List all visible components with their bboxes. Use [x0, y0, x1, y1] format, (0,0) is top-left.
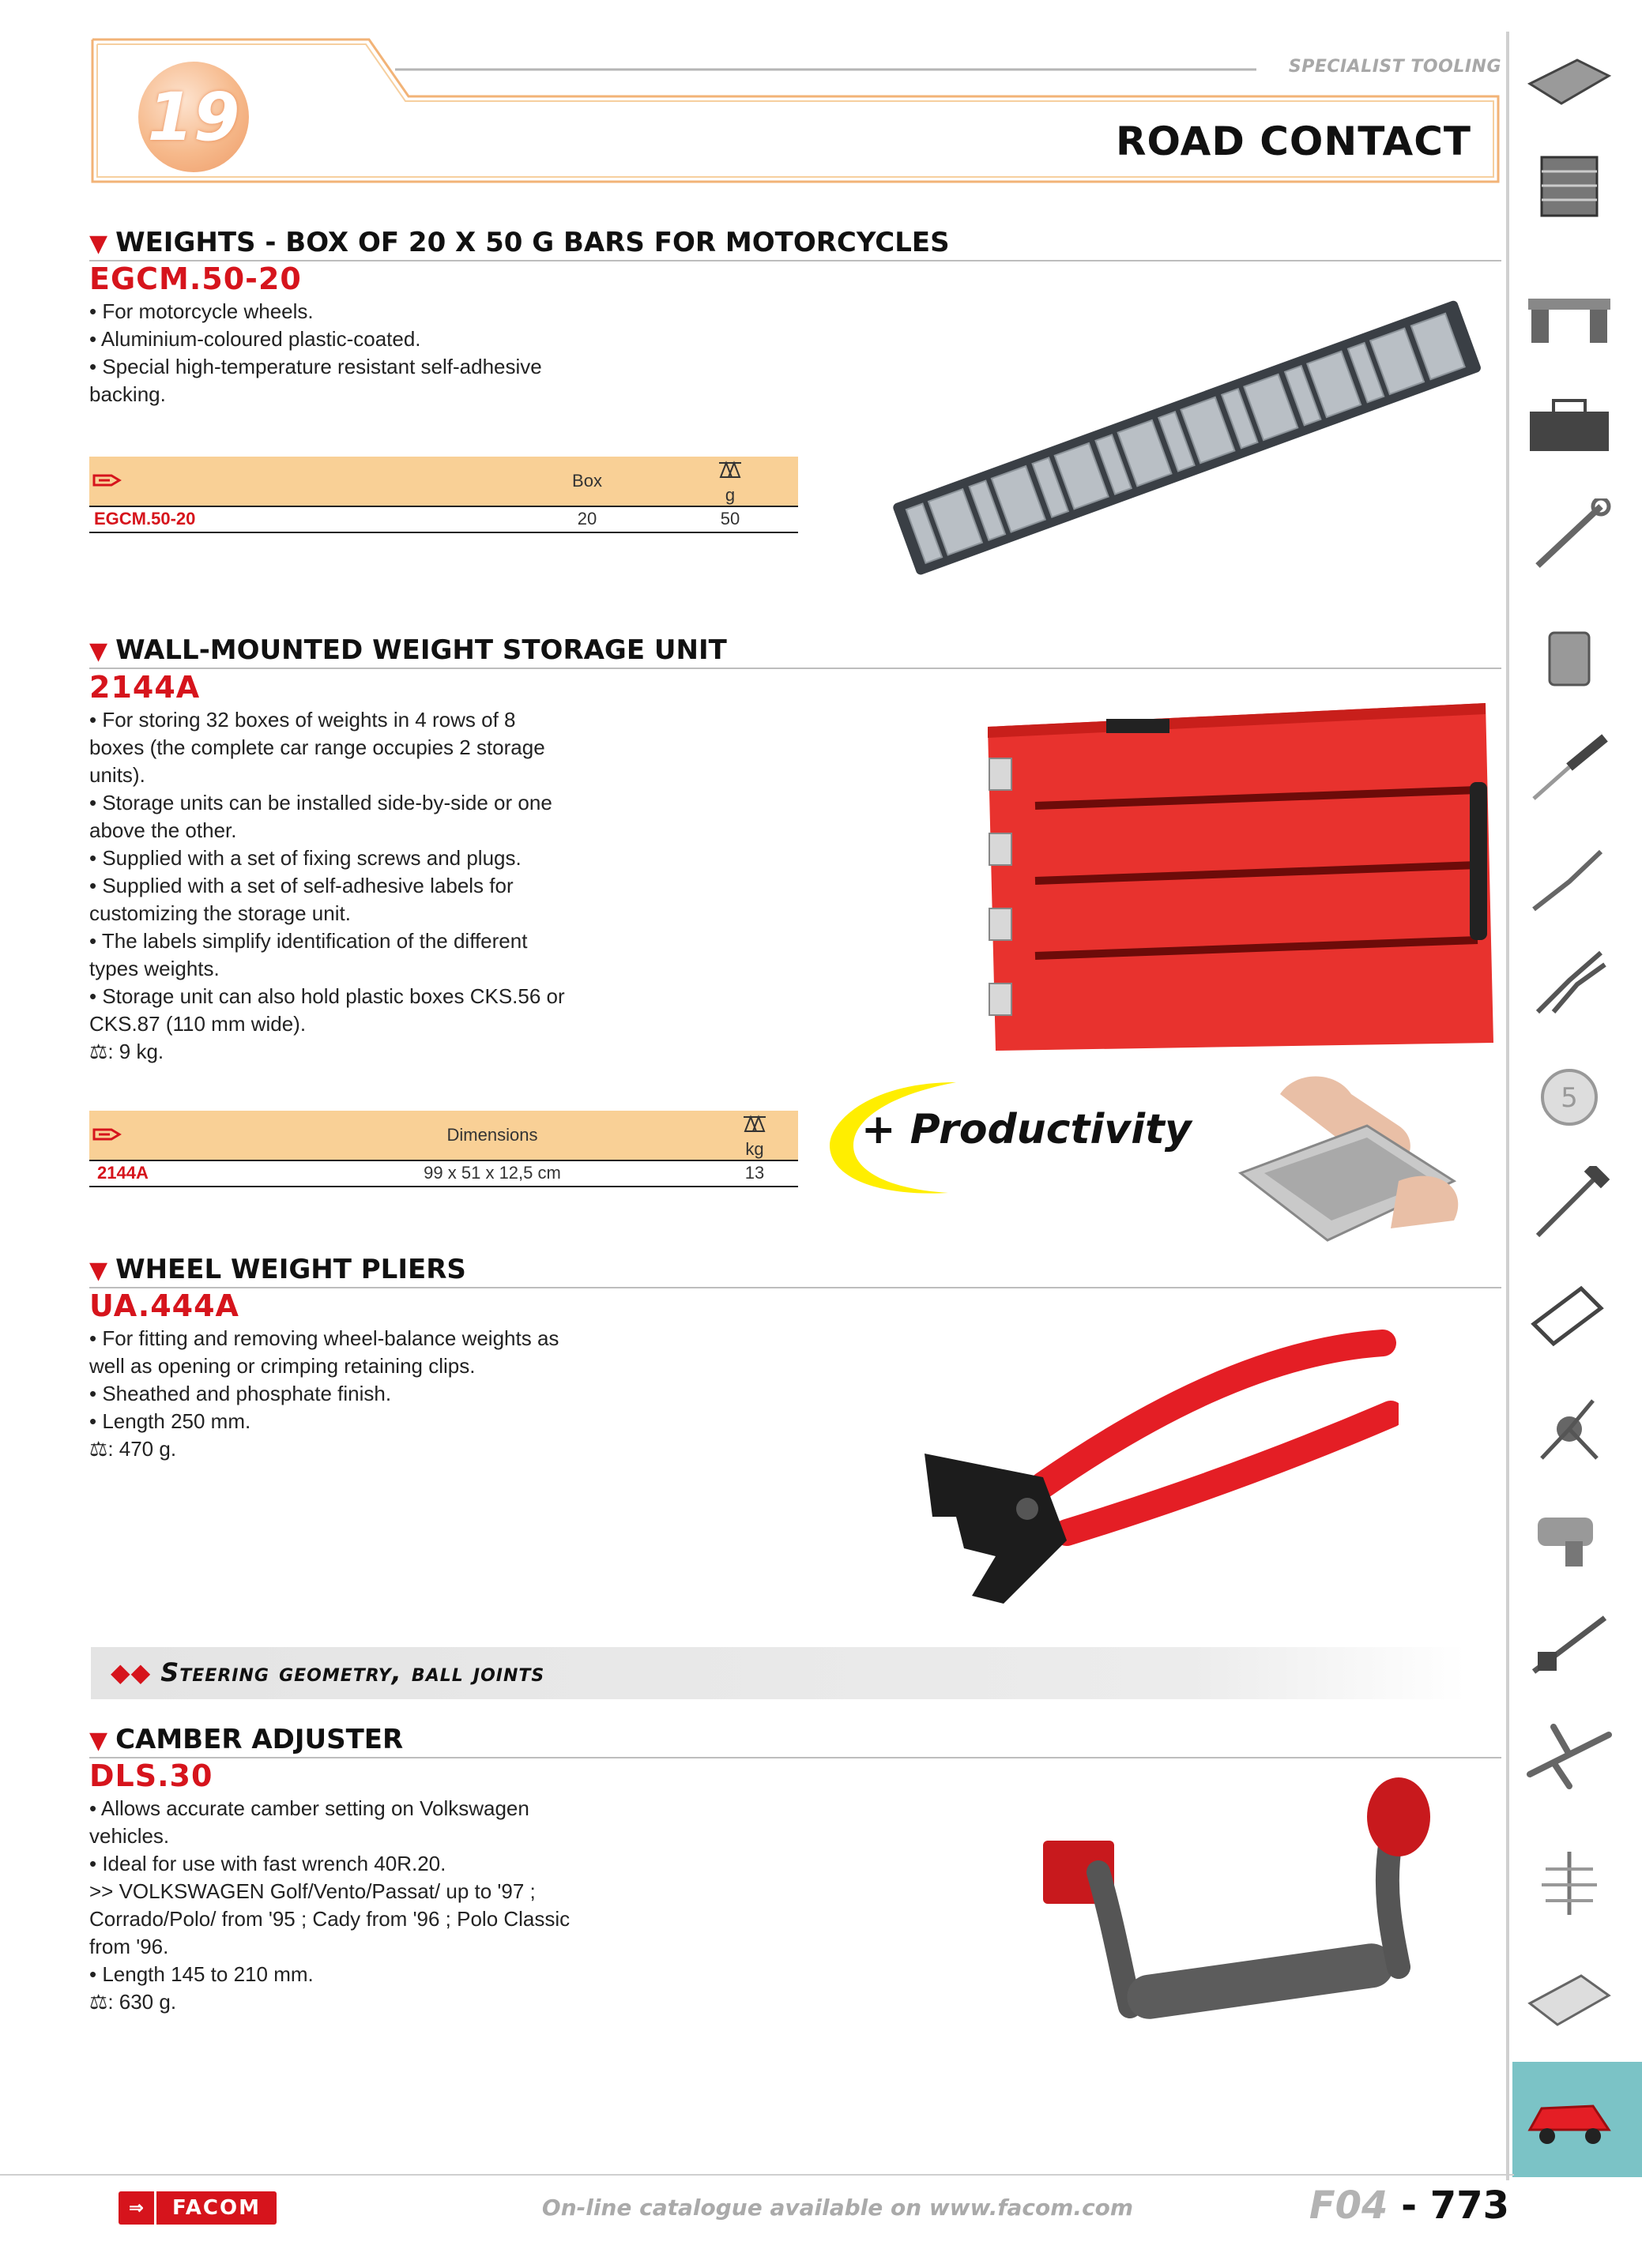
diamond-marker-icon: ◆◆ — [111, 1657, 152, 1687]
title-rule — [89, 1757, 1501, 1758]
row-reference: 2144A — [97, 1163, 149, 1183]
triangle-marker-icon: ▼ — [89, 230, 108, 258]
product-description: • For motorcycle wheels. • Aluminium-coloured plastic-coated. • Special high-temperature resistant self-adhesive backing. — [89, 299, 542, 406]
product-title-text: WHEEL WEIGHT PLIERS — [115, 1254, 466, 1285]
facom-arrow-icon: ⇒ — [119, 2191, 156, 2225]
nav-tool-tray-icon[interactable] — [1514, 39, 1625, 125]
row-value-weight: 50 — [720, 509, 740, 528]
product-title-camber-adjuster — [89, 1724, 403, 1755]
product-title-weights-box — [89, 227, 950, 258]
weight-icon: ⚖ — [89, 1437, 108, 1461]
spec-table-header — [89, 457, 798, 507]
nav-rail — [1506, 32, 1509, 2180]
nav-tool-rack-icon[interactable] — [1514, 1841, 1625, 1926]
nav-socket-icon[interactable] — [1514, 616, 1625, 701]
facom-logo: ⇒ FACOM — [119, 2191, 277, 2225]
nav-hacksaw-icon[interactable] — [1514, 1276, 1625, 1361]
product-description: • For fitting and removing wheel-balance weights as well as opening or crimping retaining clips. • Sheathed and phosphate finish. • Length 250 mm. ⚖: 470 g. — [89, 1326, 559, 1461]
column-header-weight: kg — [745, 1139, 764, 1159]
product-reference: UA.444A — [89, 1288, 239, 1323]
row-value-weight: 13 — [744, 1163, 765, 1183]
chapter-number-badge: 19 — [138, 62, 249, 172]
triangle-marker-icon: ▼ — [89, 1727, 108, 1755]
nav-workbench-icon[interactable] — [1514, 276, 1625, 362]
nav-car-icon[interactable] — [1514, 2076, 1625, 2161]
title-rule — [89, 1287, 1501, 1288]
nav-impact-wrench-icon[interactable] — [1514, 1493, 1625, 1578]
weight-icon — [742, 1114, 767, 1134]
weight-icon: ⚖ — [89, 1990, 108, 2014]
product-reference: 2144A — [89, 670, 201, 705]
productivity-label: + Productivity — [861, 1106, 1192, 1153]
row-value-box: 20 — [577, 509, 597, 528]
row-value-dimensions: 99 x 51 x 12,5 cm — [424, 1163, 561, 1183]
nav-tool-box-icon[interactable] — [1514, 383, 1625, 468]
triangle-marker-icon: ▼ — [89, 1257, 108, 1284]
triangle-marker-icon: ▼ — [89, 638, 108, 665]
section-label: SPECIALIST TOOLING — [1288, 57, 1501, 77]
row-reference: EGCM.50-20 — [94, 509, 196, 528]
product-reference: EGCM.50-20 — [89, 261, 302, 296]
product-reference: DLS.30 — [89, 1758, 213, 1793]
column-header-weight: g — [725, 485, 736, 505]
nav-spanner-icon[interactable] — [1514, 494, 1625, 579]
column-header-box: Box — [572, 471, 602, 491]
nav-roller-cabinet-icon[interactable] — [1514, 146, 1625, 231]
nav-storage-tray-icon[interactable] — [1514, 1955, 1625, 2040]
svg-text:5: 5 — [1561, 1082, 1578, 1114]
nav-puller-icon[interactable] — [1514, 1386, 1625, 1472]
nav-screwdriver-icon[interactable] — [1514, 727, 1625, 812]
page-number: F04 - 773 — [1309, 2183, 1509, 2228]
pliers-image — [909, 1319, 1399, 1635]
camber-adjuster-image — [1027, 1770, 1486, 2070]
storage-unit-image — [980, 695, 1501, 1059]
nav-aircraft-icon[interactable] — [1514, 1714, 1625, 1800]
nav-hammer-icon[interactable] — [1514, 1161, 1625, 1247]
nav-pliers-icon[interactable] — [1514, 940, 1625, 1025]
section-band-title: ◆◆ Steering geometry, ball joints — [111, 1657, 545, 1687]
product-title-storage-unit — [89, 634, 727, 666]
spec-table — [89, 457, 798, 536]
weight-box-photo — [1217, 1063, 1486, 1252]
weight-icon: ⚖ — [89, 1040, 108, 1063]
product-title-text: CAMBER ADJUSTER — [115, 1724, 404, 1755]
reference-arrow-icon — [92, 1126, 124, 1142]
product-title-text: WEIGHTS - BOX OF 20 X 50 G BARS FOR MOTORCYCLES — [115, 227, 950, 258]
product-description: • Allows accurate camber setting on Volkswagen vehicles. • Ideal for use with fast wrench 40R.20. >> VOLKSWAGEN Golf/Vento/Passat/ up to '97 ; Corrado/Polo/ from '95 ; Cady from '96 ; Polo Classic from '96. • Length 145 to 210 mm. ⚖: 630 g. — [89, 1796, 571, 2014]
catalogue-url-text: On-line catalogue available on www.facom.com — [541, 2195, 1134, 2221]
nav-hex-key-icon[interactable] — [1514, 837, 1625, 923]
footer-rule — [0, 2174, 1514, 2176]
nav-tape-measure-icon[interactable] — [1514, 1055, 1625, 1140]
title-rule — [89, 668, 1501, 669]
product-title-text: WALL-MOUNTED WEIGHT STORAGE UNIT — [115, 634, 727, 666]
product-description: • For storing 32 boxes of weights in 4 rows of 8 boxes (the complete car range occupies 2 storage units). • Storage units can be installed side-by-side or one above the other. • Supplied with a set of fixing screws and plugs. • Supplied with a set of self-adhesive labels for customizing the storage unit. • The labels simplify identification of the different types weights. • Storage unit can also hold plastic boxes CKS.56 or CKS.87 (110 mm wide). ⚖: 9 kg. — [89, 708, 565, 1063]
nav-pipe-wrench-icon[interactable] — [1514, 1604, 1625, 1689]
column-header-dimensions: Dimensions — [446, 1125, 538, 1145]
page-title: ROAD CONTACT — [1115, 118, 1471, 164]
weight-icon — [717, 460, 743, 480]
spec-table — [89, 1111, 798, 1190]
reference-arrow-icon — [92, 472, 124, 488]
product-title-pliers — [89, 1254, 466, 1285]
weights-strip-image — [869, 292, 1486, 577]
